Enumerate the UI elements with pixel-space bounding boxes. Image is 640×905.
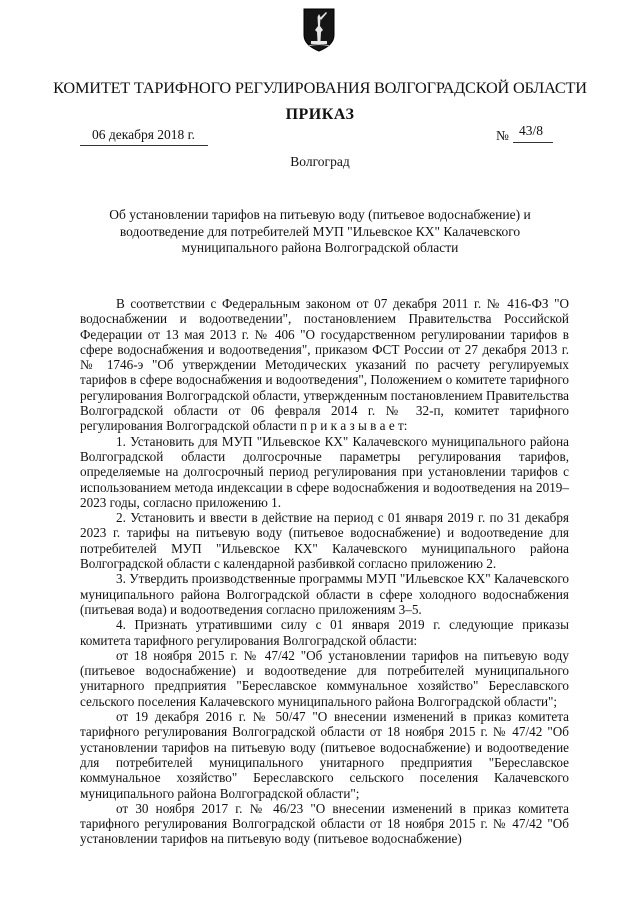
number-underline: [513, 142, 553, 143]
number-label: №: [496, 128, 509, 143]
order-subject: Об установлении тарифов на питьевую воду (питьевое водоснабжение) и водоотведение для потребителей МУП "Ильевское КХ" Калачевского муниципального района Волгоградской области: [109, 207, 531, 255]
city: Волгоград: [290, 154, 350, 169]
repealed-order-3: от 30 ноября 2017 г. № 46/23 "О внесении изменений в приказ комитета тарифного регулирования Волгоградской области от 18 ноября 2015 г. № 47/42 "Об установлении тарифов на питьевую воду (питьевое водоснабжение): [80, 800, 569, 847]
repealed-order-2: от 19 декабря 2016 г. № 50/47 "О внесении изменений в приказ комитета тарифного регулирования Волгоградской области от 18 ноября 2015 г. № 47/42 "Об установлении тарифов на питьевую воду (питьевое водоснабжение) и водоотведение для потребителей муниципального унитарного предприятия "Береславское коммунальное хозяйство" Береславского сельского поселения Калачевского муниципального района Волгоградской области";: [80, 709, 569, 801]
clause-3: 3. Утвердить производственные программы МУП "Ильевское КХ" Калачевского муниципального района Волгоградской области в сфере холодного водоснабжения (питьевая вода) и водоотведения согласно приложениям 3–5.: [80, 571, 569, 617]
document-type: ПРИКАЗ: [285, 106, 355, 123]
clause-1: 1. Установить для МУП "Ильевское КХ" Калачевского муниципального района Волгоградской области долгосрочные параметры регулирования тарифов, определяемые на долгосрочный период регулирования при установлении тарифов с использованием метода индексации в сфере водоснабжения и водоотведения на 2019–2023 годы, согласно приложению 1.: [80, 433, 569, 510]
date-underline: [80, 145, 208, 146]
repealed-order-1: от 18 ноября 2015 г. № 47/42 "Об установлении тарифов на питьевую воду (питьевое водоснабжение) и водоотведение для потребителей муниципального унитарного предприятия "Береславское коммунальное хозяйство" Береславского сельского поселения Калачевского муниципального района Волгоградской области";: [80, 647, 569, 709]
order-date: 06 декабря 2018 г.: [92, 127, 196, 142]
preamble-paragraph: В соответствии с Федеральным законом от 07 декабря 2011 г. № 416-ФЗ "О водоснабжении и водоотведении", постановлением Правительства Российской Федерации от 13 мая 2013 г. № 406 "О государственном регулировании тарифов в сфере водоснабжения и водоотведения", приказом ФСТ России от 27 декабря 2013 г. № 1746-э "Об утверждении Методических указаний по расчету регулируемых тарифов в сфере водоснабжения и водоотведения", Положением о комитете тарифного регулирования Волгоградской области, утвержденным постановлением Правительства Волгоградской области от 06 февраля 2014 г. № 32-п, комитет тарифного регулирования Волгоградской области п р и к а з ы в а е т:: [80, 296, 569, 434]
volgograd-coat-of-arms-icon: [302, 8, 336, 52]
order-number: 43/8: [519, 123, 544, 138]
committee-title: КОМИТЕТ ТАРИФНОГО РЕГУЛИРОВАНИЯ ВОЛГОГРАДСКОЙ ОБЛАСТИ: [53, 78, 587, 97]
clause-4: 4. Признать утратившими силу с 01 января 2019 г. следующие приказы комитета тарифного регулирования Волгоградской области:: [80, 617, 569, 648]
clause-2: 2. Установить и ввести в действие на период с 01 января 2019 г. по 31 декабря 2023 г. тарифы на питьевую воду (питьевое водоснабжение) и водоотведение для потребителей МУП "Ильевское КХ" Калачевского муниципального района Волгоградской области с календарной разбивкой согласно приложению 2.: [80, 510, 569, 572]
order-body: [80, 296, 569, 847]
